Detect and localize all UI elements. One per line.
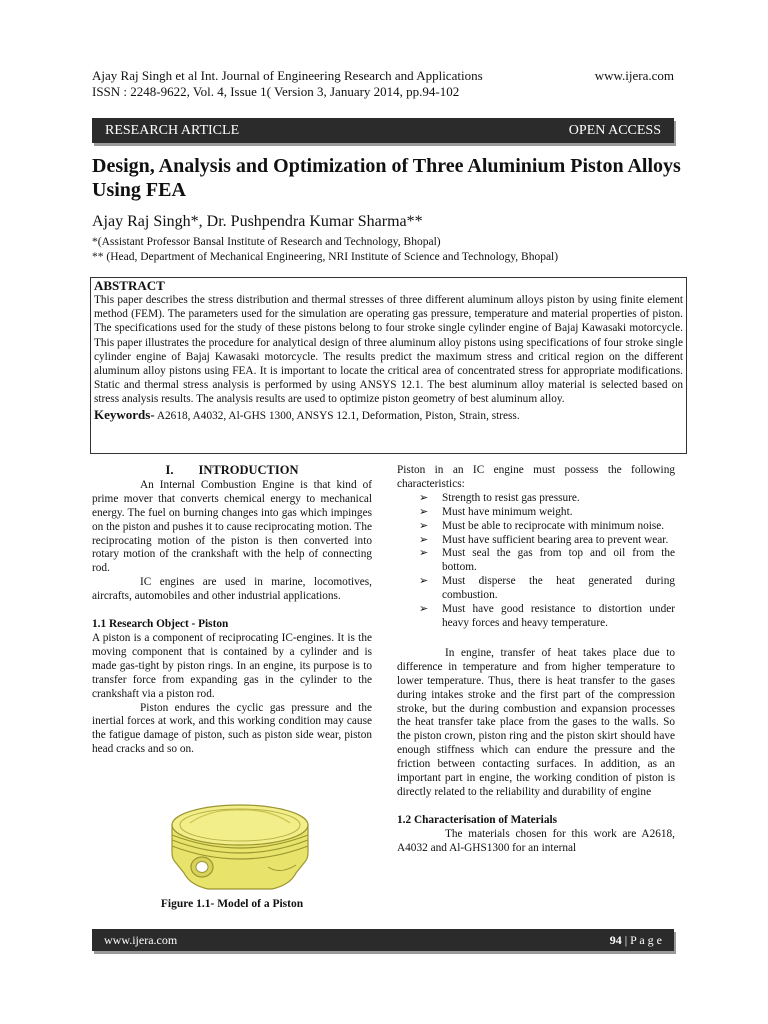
list-item: ➢ Must have sufficient bearing area to prevent wear. bbox=[419, 533, 669, 546]
affiliation-1: *(Assistant Professor Bansal Institute of Research and Technology, Bhopal) bbox=[92, 236, 441, 248]
keywords-label: Keywords- bbox=[94, 406, 155, 422]
arrow-bullet-icon: ➢ bbox=[419, 505, 429, 518]
characteristics-list bbox=[397, 492, 675, 631]
characteristics-intro: Piston in an IC engine must possess the following characteristics: bbox=[397, 464, 675, 490]
arrow-bullet-icon: ➢ bbox=[419, 575, 429, 588]
list-item: ➢ Must disperse the heat generated during combustion. bbox=[419, 575, 675, 602]
running-header bbox=[92, 68, 674, 100]
section-heading-introduction: I. INTRODUCTION bbox=[165, 463, 299, 477]
subsection-heading-materials: 1.2 Characterisation of Materials bbox=[397, 813, 557, 826]
list-item: ➢ Must be able to reciprocate with minimum noise. bbox=[419, 519, 665, 532]
intro-paragraph-2: IC engines are used in marine, locomotives, aircrafts, automobiles and other industrial applications. bbox=[92, 576, 372, 603]
heat-transfer-paragraph: In engine, transfer of heat takes place due to difference in temperature and from higher temperature to lower temperature. Thus, there is heat transfer to the gases during intakes stroke and the first part of the compression stroke, but the during combustion and expansion processes the heat transfer take place from the gases to the walls. So the piston crown, piston ring and the piston skirt should have enough stiffness which can endure the pressure and the friction between contacting surfaces. In addition, as an important part in engine, the working condition of piston is directly related to the reliability and durability of engine bbox=[397, 646, 675, 798]
arrow-bullet-icon: ➢ bbox=[419, 533, 429, 546]
intro-paragraph-1: An Internal Combustion Engine is that kind of prime mover that converts chemical energy to mechanical energy. The fuel on burning changes into gas which impinges on the piston and pushes it to cause reciprocating motion. The reciprocating motion of the piston is then converted into rotary motion of the crankshaft with the help of connecting rod. bbox=[92, 478, 372, 575]
article-banner bbox=[92, 118, 674, 143]
access-type: OPEN ACCESS bbox=[568, 122, 661, 138]
page-footer bbox=[92, 929, 674, 951]
journal-website[interactable]: www.ijera.com bbox=[594, 68, 674, 83]
affiliations bbox=[92, 235, 692, 265]
left-column bbox=[92, 464, 372, 757]
page-number: 94 | P a g e bbox=[609, 932, 662, 947]
affiliation-2: ** (Head, Department of Mechanical Engineering, NRI Institute of Science and Technology, Bhopal) bbox=[92, 251, 559, 263]
footer-website[interactable]: www.ijera.com bbox=[104, 932, 178, 947]
paper-title: Design, Analysis and Optimization of Three Aluminium Piston Alloys Using FEA bbox=[92, 155, 681, 201]
piston-paragraph-2: Piston endures the cyclic gas pressure and the inertial forces at work, and this working condition may cause the fatigue damage of piston, such as piston side wear, piston head cracks and so on. bbox=[92, 701, 372, 756]
keywords-values: A2618, A4032, Al-GHS 1300, ANSYS 12.1, Deformation, Piston, Strain, stress. bbox=[154, 409, 520, 422]
list-item: ➢ Must have minimum weight. bbox=[419, 505, 573, 518]
author-list: Ajay Raj Singh*, Dr. Pushpendra Kumar Sharma** bbox=[92, 213, 423, 230]
keywords-line bbox=[94, 408, 683, 423]
subsection-heading-piston: 1.1 Research Object - Piston bbox=[92, 618, 229, 631]
list-item: ➢ Must seal the gas from top and oil from the bottom. bbox=[419, 547, 675, 574]
right-column bbox=[397, 464, 675, 856]
issn-line: ISSN : 2248-9622, Vol. 4, Issue 1( Version 3, January 2014, pp.94-102 bbox=[92, 84, 460, 99]
arrow-bullet-icon: ➢ bbox=[419, 519, 429, 532]
list-item: ➢ Must have good resistance to distortion under heavy forces and heavy temperature. bbox=[419, 603, 675, 629]
piston-paragraph-1: A piston is a component of reciprocating IC-engines. It is the moving component that is contained by a cylinder and is made gas-tight by piston rings. In an engine, its purpose is to transfer force from expanding gas in the cylinder to the crankshaft via a piston rod. bbox=[92, 631, 372, 700]
journal-name: Ajay Raj Singh et al Int. Journal of Engineering Research and Applications bbox=[92, 68, 483, 83]
piston-model-figure bbox=[150, 795, 330, 895]
piston-body bbox=[172, 805, 308, 889]
article-type: RESEARCH ARTICLE bbox=[105, 122, 240, 138]
abstract-heading: ABSTRACT bbox=[94, 278, 165, 293]
figure-caption: Figure 1.1- Model of a Piston bbox=[160, 898, 304, 910]
materials-paragraph: The materials chosen for this work are A2618, A4032 and Al-GHS1300 for an internal bbox=[397, 827, 675, 854]
arrow-bullet-icon: ➢ bbox=[419, 547, 429, 560]
abstract-text: This paper describes the stress distribution and thermal stresses of three different aluminum alloys piston by using finite element method (FEM). The parameters used for the simulation are operating gas pressure, temperature and material properties of piston. The specifications used for the study of these pistons belong to four stroke single cylinder engine of Bajaj Kawasaki motorcycle. This paper illustrates the procedure for analytical design of three aluminum alloy pistons using specifications of four stroke single cylinder engine of Bajaj Kawasaki motorcycle. The results predict the maximum stress and critical region on the different aluminum alloy pistons using FEA. It is important to locate the critical area of concentrated stress for appropriate modifications. Static and thermal stress analysis is performed by using ANSYS 12.1. The best aluminum alloy material is selected based on stress analysis results. The analysis results are used to optimize piston geometry of best aluminum alloy. bbox=[94, 294, 683, 406]
list-item: ➢ Strength to resist gas pressure. bbox=[419, 491, 580, 504]
abstract-box bbox=[90, 277, 687, 454]
arrow-bullet-icon: ➢ bbox=[419, 491, 429, 504]
arrow-bullet-icon: ➢ bbox=[419, 603, 429, 616]
